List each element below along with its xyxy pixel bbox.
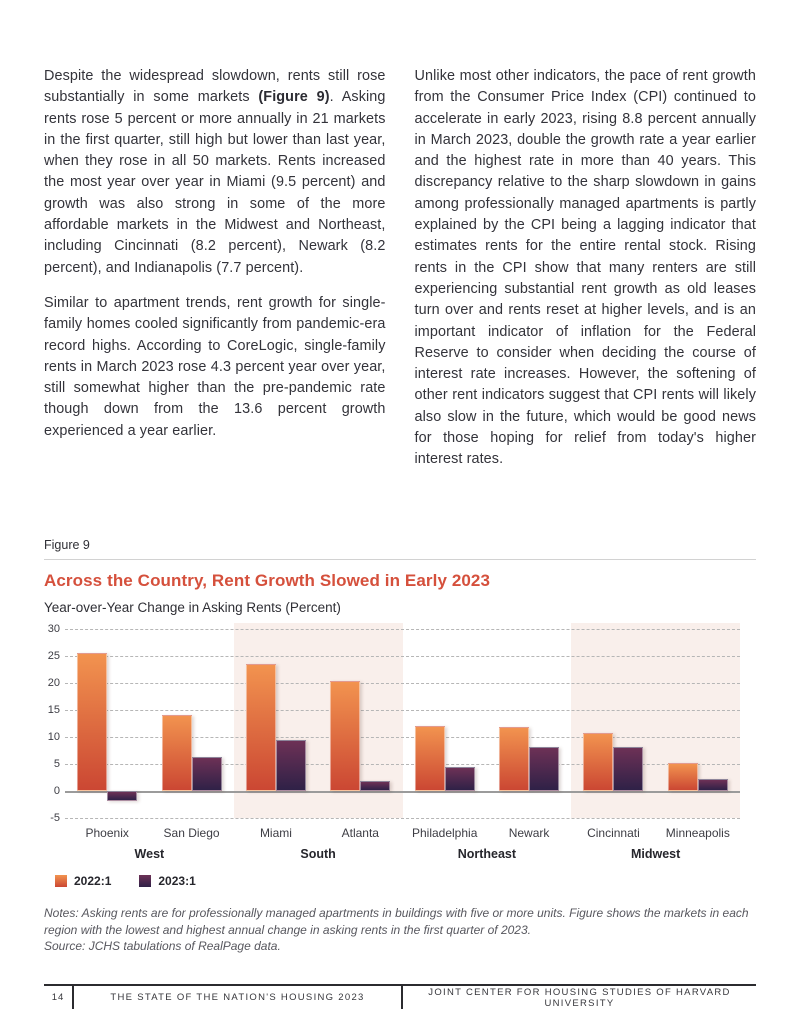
x-tick-label: Philadelphia bbox=[411, 826, 478, 840]
left-column bbox=[44, 66, 386, 485]
legend-swatch bbox=[55, 875, 67, 887]
region-label: South bbox=[300, 847, 336, 861]
bar-2022-1-miami bbox=[246, 664, 276, 791]
bar-2022-1-newark bbox=[499, 727, 529, 791]
x-axis-region-labels bbox=[65, 847, 740, 861]
chart-plot-area bbox=[47, 622, 740, 824]
footer-report-title: THE STATE OF THE NATION'S HOUSING 2023 bbox=[110, 992, 365, 1003]
legend-label: 2023:1 bbox=[158, 874, 196, 888]
region-label: West bbox=[134, 847, 165, 861]
gridline bbox=[65, 656, 740, 657]
figure-notes-block bbox=[44, 905, 756, 955]
gridline bbox=[65, 629, 740, 630]
bar-chart bbox=[44, 622, 756, 888]
gridline bbox=[65, 818, 740, 819]
figure-reference: (Figure 9) bbox=[258, 89, 330, 106]
bar-2023-1-newark bbox=[529, 747, 559, 791]
y-tick-label: 0 bbox=[53, 784, 60, 797]
bar-2022-1-san-diego bbox=[162, 715, 192, 791]
x-tick-label: Newark bbox=[508, 826, 550, 840]
figure-source: Source: JCHS tabulations of RealPage data. bbox=[44, 939, 281, 953]
y-tick-label: 15 bbox=[47, 703, 60, 716]
x-tick-label: Minneapolis bbox=[665, 826, 730, 840]
y-tick-label: 30 bbox=[47, 622, 60, 635]
paragraph-text: Despite the widespread slowdown, rents still rose substantially in some markets bbox=[44, 68, 386, 106]
figure-title: Across the Country, Rent Growth Slowed in Early 2023 bbox=[44, 571, 491, 590]
gridline bbox=[65, 710, 740, 711]
region-label: Northeast bbox=[457, 847, 517, 861]
bar-2022-1-cincinnati bbox=[583, 733, 613, 791]
footer-organization: JOINT CENTER FOR HOUSING STUDIES OF HARVARD UNIVERSITY bbox=[428, 986, 731, 1009]
bar-2023-1-philadelphia bbox=[445, 767, 475, 791]
y-tick-label: 10 bbox=[47, 730, 60, 743]
bar-2023-1-minneapolis bbox=[698, 779, 728, 791]
page-number: 14 bbox=[51, 992, 65, 1003]
figure-divider bbox=[44, 559, 756, 560]
right-column bbox=[415, 66, 757, 485]
x-tick-label: Atlanta bbox=[341, 826, 379, 840]
figure-notes: Notes: Asking rents are for professionally managed apartments in buildings with five or more units. Figure shows the markets in each region with the lowest and highest annual change in asking rents in the first quarter of 2023. bbox=[44, 906, 749, 937]
paragraph-text: . Asking rents rose 5 percent or more annually in 21 markets in the first quarter, still high but lower than last year, when they rose in all 50 markets. Rents increased the most year over year in Miami (9.5 percent) and growth was also strong in some of the more affordable markets in the Midwest and Northeast, including Cincinnati (8.2 percent), Newark (8.2 percent), and Indianapolis (7.7 percent). bbox=[44, 89, 386, 276]
bar-2022-1-philadelphia bbox=[415, 726, 445, 791]
y-tick-label: 5 bbox=[53, 757, 60, 770]
legend-item bbox=[55, 874, 111, 888]
x-tick-label: Phoenix bbox=[85, 826, 129, 840]
x-axis-city-labels bbox=[65, 826, 740, 840]
bar-2022-1-phoenix bbox=[77, 653, 107, 791]
chart-legend bbox=[55, 874, 756, 888]
zero-axis-line bbox=[65, 791, 740, 793]
bar-2023-1-atlanta bbox=[360, 781, 390, 791]
region-label: Midwest bbox=[630, 847, 681, 861]
legend-swatch bbox=[139, 875, 151, 887]
y-tick-label: 20 bbox=[47, 676, 60, 689]
figure-subtitle: Year-over-Year Change in Asking Rents (Percent) bbox=[44, 600, 341, 615]
x-tick-label: San Diego bbox=[163, 826, 220, 840]
legend-item bbox=[139, 874, 195, 888]
gridline bbox=[65, 683, 740, 684]
body-text bbox=[44, 66, 756, 485]
paragraph bbox=[44, 66, 386, 279]
bar-2023-1-phoenix bbox=[107, 791, 137, 801]
x-tick-label: Miami bbox=[259, 826, 292, 840]
paragraph: Unlike most other indicators, the pace of rent growth from the Consumer Price Index (CPI) continued to accelerate in early 2023, rising 8.8 percent annually in March 2023, double the growth rate a year earlier and the highest rate in more than 40 years. This discrepancy relative to the sharp slowdown in gains among professionally managed apartments is partly explained by the CPI being a lagging indicator that estimates rents for the entire rental stock. Rising rents in the CPI show that many renters are still experiencing substantial rent growth as old leases turn over and rents reset at higher levels, and is an important indicator of inflation for the Federal Reserve to consider when deciding the course of interest rate increases. However, the softening of other rent indicators suggest that CPI rents will likely also slow in the future, which would be good news for those hoping for relief from today's higher interest rates. bbox=[414, 68, 756, 468]
y-tick-label: -5 bbox=[50, 811, 60, 824]
bar-2022-1-minneapolis bbox=[668, 763, 698, 791]
y-tick-label: 25 bbox=[47, 649, 60, 662]
figure-label: Figure 9 bbox=[44, 538, 90, 552]
footer-row bbox=[44, 986, 756, 1009]
legend-label: 2022:1 bbox=[74, 874, 112, 888]
bar-2022-1-atlanta bbox=[330, 681, 360, 791]
figure-9 bbox=[44, 538, 756, 955]
x-tick-label: Cincinnati bbox=[587, 826, 640, 840]
bar-2023-1-san-diego bbox=[192, 757, 222, 791]
paragraph: Similar to apartment trends, rent growth for single-family homes cooled significantly from pandemic-era record highs. According to CoreLogic, single-family rents in March 2023 rose 4.3 percent year over year, still somewhat higher than the pre-pandemic rate though down from the 13.6 percent growth experienced a year earlier. bbox=[44, 294, 386, 439]
bar-2023-1-cincinnati bbox=[613, 747, 643, 791]
page-footer bbox=[44, 984, 756, 1009]
bar-2023-1-miami bbox=[276, 740, 306, 791]
